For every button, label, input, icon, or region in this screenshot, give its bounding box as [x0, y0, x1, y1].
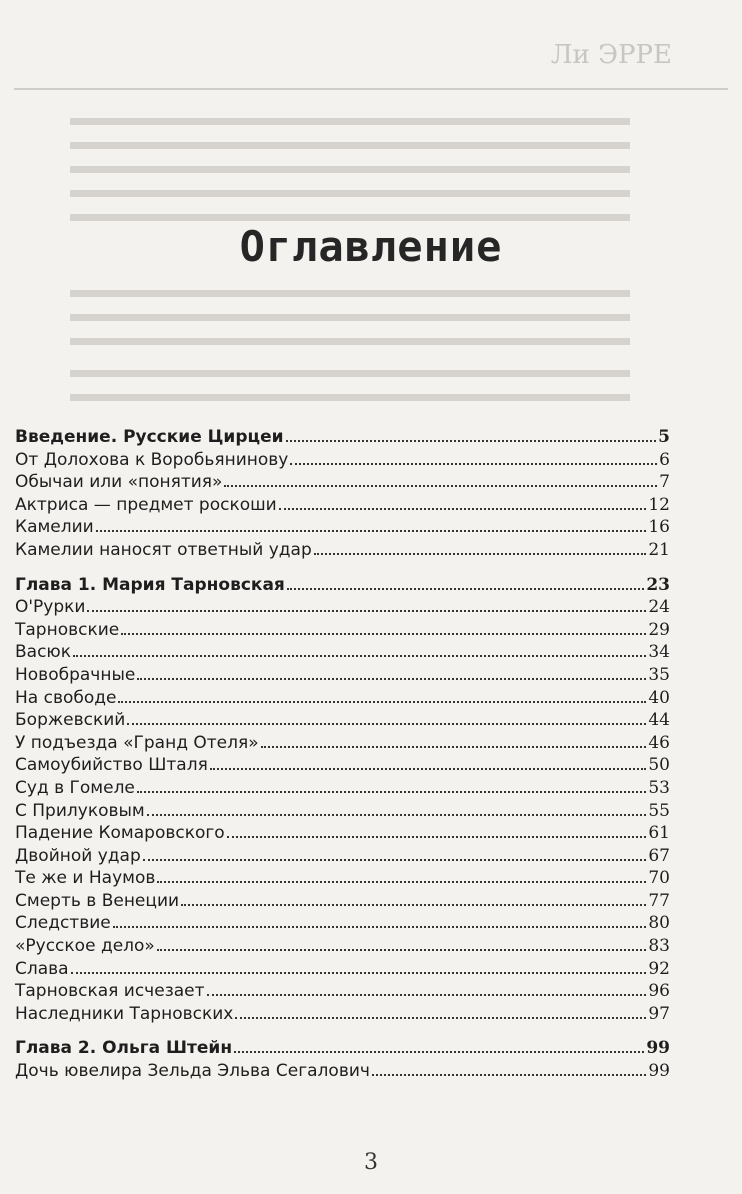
toc-entry-page: 44: [648, 710, 670, 731]
toc-entry-page: 70: [648, 868, 670, 889]
table-of-contents: [15, 426, 670, 1083]
toc-entry-title: Обычаи или «понятия»: [15, 472, 223, 493]
toc-entry-page: 67: [648, 845, 670, 866]
toc-entry-title: У подъезда «Гранд Отеля»: [15, 732, 259, 753]
toc-entry-title: Следствие: [15, 913, 111, 934]
dot-leader: [147, 814, 647, 816]
toc-entry-title: Падение Комаровского: [15, 823, 225, 844]
toc-entry-page: 23: [646, 574, 670, 595]
dot-leader: [113, 926, 647, 928]
toc-entry[interactable]: [15, 471, 670, 494]
toc-entry[interactable]: [15, 867, 670, 890]
toc-entry-title: Боржевский: [15, 710, 126, 731]
toc-entry-page: 55: [648, 800, 670, 821]
toc-entry[interactable]: [15, 619, 670, 642]
toc-entry-title: «Русское дело»: [15, 936, 155, 957]
page-title: Оглавление: [239, 222, 503, 271]
toc-entry-title: Тарновские: [15, 619, 120, 640]
toc-entry-title: Камелии наносят ответный удар: [15, 539, 312, 560]
toc-entry-title: Дочь ювелира Зельда Эльва Сегалович: [15, 1061, 370, 1082]
dot-leader: [207, 994, 647, 996]
page-number: 3: [364, 1150, 378, 1175]
dot-leader: [157, 949, 647, 951]
section-gap: [15, 562, 670, 574]
toc-entry-title: Двойной удар: [15, 845, 141, 866]
toc-entry-page: 61: [648, 823, 670, 844]
toc-entry[interactable]: [15, 596, 670, 619]
dot-leader: [137, 791, 646, 793]
toc-entry-title: Самоубийство Шталя: [15, 755, 208, 776]
toc-entry[interactable]: [15, 732, 670, 755]
toc-entry[interactable]: [15, 754, 670, 777]
toc-entry[interactable]: [15, 980, 670, 1003]
toc-entry[interactable]: [15, 709, 670, 732]
toc-section-heading[interactable]: [15, 426, 670, 449]
toc-entry-page: 21: [648, 539, 670, 560]
dot-leader: [234, 1051, 644, 1053]
dot-leader: [137, 678, 646, 680]
toc-entry[interactable]: [15, 664, 670, 687]
toc-entry-page: 29: [648, 619, 670, 640]
dot-leader: [279, 508, 647, 510]
toc-entry-page: 24: [648, 597, 670, 618]
toc-entry-title: Тарновская исчезает: [15, 981, 205, 1002]
header-rule: [14, 88, 728, 90]
toc-entry-page: 53: [648, 777, 670, 798]
toc-entry-title: Смерть в Венеции: [15, 890, 180, 911]
dot-leader: [372, 1074, 646, 1076]
toc-entry-page: 99: [648, 1061, 670, 1082]
toc-entry-title: Введение. Русские Цирцеи: [15, 427, 284, 447]
toc-entry[interactable]: [15, 800, 670, 823]
toc-section-heading[interactable]: [15, 574, 670, 597]
dot-leader: [127, 723, 646, 725]
toc-entry-page: 35: [648, 664, 670, 685]
dot-leader: [73, 655, 646, 657]
dot-leader: [181, 904, 646, 906]
toc-entry[interactable]: [15, 777, 670, 800]
dot-leader: [224, 485, 657, 487]
dot-leader: [314, 553, 647, 555]
toc-entry[interactable]: [15, 890, 670, 913]
toc-entry-page: 92: [648, 958, 670, 979]
toc-entry-page: 16: [648, 517, 670, 538]
toc-entry-page: 83: [648, 936, 670, 957]
section-gap: [15, 1025, 670, 1037]
toc-entry-page: 12: [648, 494, 670, 515]
toc-entry[interactable]: [15, 641, 670, 664]
dot-leader: [235, 1017, 646, 1019]
dot-leader: [286, 440, 657, 442]
toc-entry-title: Новобрачные: [15, 664, 136, 685]
toc-entry[interactable]: [15, 494, 670, 517]
toc-entry-page: 97: [648, 1003, 670, 1024]
toc-entry-title: Глава 1. Мария Тарновская: [15, 574, 285, 595]
running-header: Ли ЭРРЕ: [550, 40, 672, 70]
dot-leader: [157, 881, 646, 883]
toc-entry-title: С Прилуковым: [15, 800, 145, 821]
toc-entry[interactable]: [15, 912, 670, 935]
toc-entry-page: 46: [648, 732, 670, 753]
toc-entry-title: Актриса — предмет роскоши: [15, 494, 277, 515]
toc-entry[interactable]: [15, 958, 670, 981]
toc-entry-title: О'Рурки: [15, 597, 86, 618]
toc-entry-page: 7: [659, 472, 670, 493]
toc-entry[interactable]: [15, 687, 670, 710]
toc-entry-page: 6: [659, 449, 670, 470]
toc-entry-title: Наследники Тарновских: [15, 1003, 234, 1024]
toc-entry-page: 80: [648, 913, 670, 934]
toc-entry[interactable]: [15, 822, 670, 845]
toc-entry-page: 96: [648, 981, 670, 1002]
toc-entry-title: Суд в Гомеле: [15, 777, 135, 798]
toc-entry[interactable]: [15, 1060, 670, 1083]
dot-leader: [118, 701, 646, 703]
dot-leader: [143, 859, 647, 861]
dot-leader: [71, 972, 647, 974]
toc-entry-page: 50: [648, 755, 670, 776]
toc-entry-title: Камелии: [15, 517, 94, 538]
dot-leader: [121, 633, 646, 635]
dot-leader: [227, 836, 647, 838]
toc-entry-page: 34: [648, 642, 670, 663]
toc-entry-page: 99: [646, 1038, 670, 1059]
dot-leader: [210, 768, 647, 770]
toc-entry-title: Слава: [15, 958, 69, 979]
dot-leader: [290, 463, 657, 465]
toc-entry[interactable]: [15, 516, 670, 539]
dot-leader: [96, 530, 647, 532]
toc-entry-title: Васюк: [15, 642, 72, 663]
toc-entry-title: На свободе: [15, 687, 117, 708]
toc-entry-page: 77: [648, 890, 670, 911]
toc-entry-page: 5: [658, 427, 670, 447]
toc-entry[interactable]: [15, 935, 670, 958]
dot-leader: [261, 746, 647, 748]
toc-section-heading[interactable]: [15, 1037, 670, 1060]
toc-entry[interactable]: [15, 449, 670, 472]
toc-entry-title: От Долохова к Воробьянинову: [15, 449, 289, 470]
toc-entry-title: Глава 2. Ольга Штейн: [15, 1038, 233, 1059]
toc-entry[interactable]: [15, 539, 670, 562]
dot-leader: [287, 588, 644, 590]
dot-leader: [87, 610, 646, 612]
toc-entry[interactable]: [15, 1003, 670, 1026]
toc-entry-title: Те же и Наумов: [15, 868, 156, 889]
toc-entry-page: 40: [648, 687, 670, 708]
toc-entry[interactable]: [15, 845, 670, 868]
